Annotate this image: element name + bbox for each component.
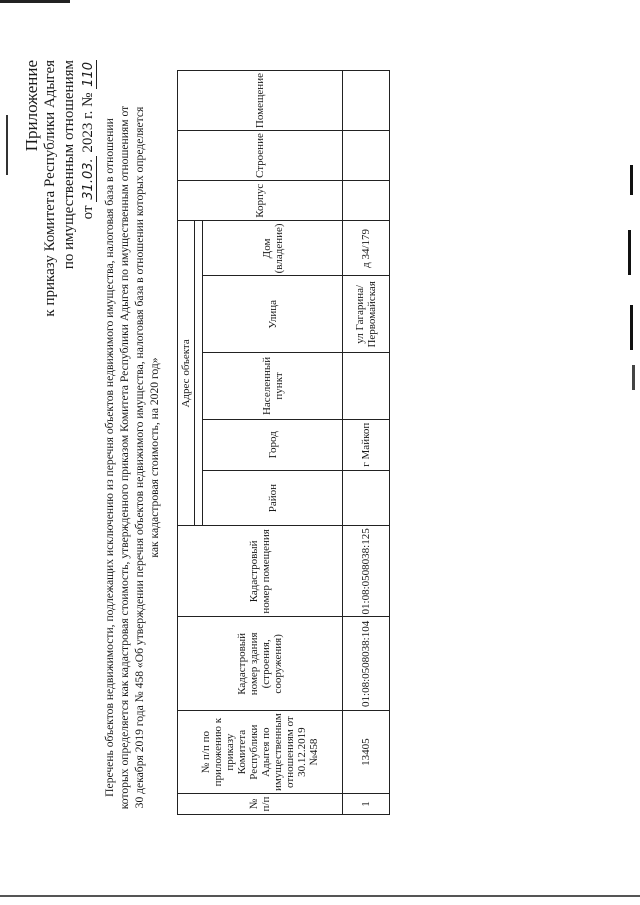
header-house: Дом (владение) <box>203 221 343 276</box>
table-row <box>343 71 390 815</box>
cell-city: г Майкоп <box>343 419 390 470</box>
cell-corpus <box>343 180 390 221</box>
table-header-row-1 <box>178 71 195 815</box>
appendix-line-committee: по имущественным отношениям <box>61 60 77 270</box>
header-street: Улица <box>203 276 343 353</box>
cell-street: ул Гагарина/Первомайская <box>343 276 390 353</box>
header-spacer <box>195 221 203 526</box>
cell-building <box>343 131 390 181</box>
header-address-group: Адрес объекта <box>178 221 195 526</box>
cell-district <box>343 470 390 525</box>
header-building-cadastral: Кадастровый номер здания (строения, сооружения) <box>178 617 343 711</box>
appendix-title: Приложение <box>22 60 41 152</box>
objects-table <box>177 70 390 815</box>
appendix-date-line <box>79 60 98 317</box>
header-room: Помещение <box>178 71 343 131</box>
appendix-header <box>22 60 98 317</box>
header-corpus: Корпус <box>178 180 343 221</box>
date-prefix: от <box>80 205 96 220</box>
header-locality: Населенный пункт <box>203 353 343 419</box>
cell-num: 1 <box>343 794 390 815</box>
header-room-cadastral: Кадастровый номер помещения <box>178 526 343 617</box>
header-district: Район <box>203 470 343 525</box>
cell-building-cadastral: 01:08:0508038:104 <box>343 617 390 711</box>
header-appendix-num: № п/п по приложению к приказу Комитета Республики Адыгея по имущественным отношениям от 30.12.2019 №458 <box>178 711 343 794</box>
handwritten-date: 31.03. <box>81 158 96 200</box>
handwritten-number: 110 <box>81 62 96 87</box>
header-num: № п/п <box>178 794 343 815</box>
header-city: Город <box>203 419 343 470</box>
header-building: Строение <box>178 131 343 181</box>
cell-house: д 34/179 <box>343 221 390 276</box>
document-title: Перечень объектов недвижимости, подлежащих исключению из перечня объектов недвижимого имущества, налоговая база в отношении которых определяется как кадастровая стоимость, утвержденного приказом Комитета Республики Адыгея по имущественным отношениям от 30 декабря 2019 года № 458 «Об утверждении перечня объектов недвижимого имущества, налоговая база в отношении которых определяется как кадастровая стоимость, на 2020 год» <box>103 105 161 810</box>
cell-room-cadastral: 01:08:0508038:125 <box>343 526 390 617</box>
cell-locality <box>343 353 390 419</box>
cell-appendix-num: 13405 <box>343 711 390 794</box>
cell-room <box>343 71 390 131</box>
date-year: 2023 г. № <box>80 92 96 153</box>
appendix-line-order: к приказу Комитета Республики Адыгея <box>42 60 58 317</box>
